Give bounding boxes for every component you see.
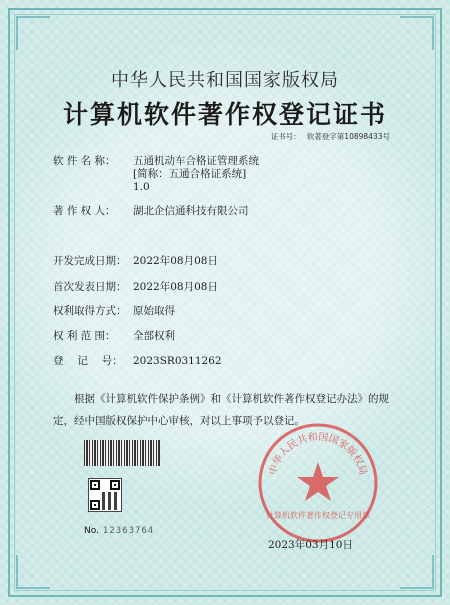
software-short-name: [简称：五通合格证系统] (133, 168, 247, 180)
barcode (84, 440, 160, 466)
certificate-number-label: 证书号： (270, 132, 301, 141)
seal-star-icon (297, 462, 339, 501)
field-label: 权 利 范 围： (53, 330, 116, 342)
certificate-number (265, 131, 390, 142)
rights-scope: 全部权利 (133, 330, 175, 342)
certificate-title: 计算机软件著作权登记证书 (62, 100, 387, 129)
serial-value: 12363764 (102, 526, 155, 536)
field-label: 著 作 权 人： (53, 205, 116, 217)
owner-name: 湖北企信通科技有限公司 (133, 205, 249, 217)
certificate-number-value: 软著登字第10898433号 (306, 132, 390, 141)
field-label: 权利取得方式： (53, 305, 127, 317)
field-label: 首次发表日期： (53, 281, 127, 293)
field-label: 登 记 号： (53, 355, 123, 367)
serial-label: No. (84, 526, 99, 536)
corner-ornament (16, 555, 50, 589)
serial-number (84, 526, 154, 536)
registration-number: 2023SR0311262 (133, 355, 222, 367)
official-seal (255, 420, 381, 546)
corner-ornament (16, 16, 50, 50)
software-version: 1.0 (133, 181, 150, 193)
corner-ornament (400, 16, 434, 50)
pub-date: 2022年08月08日 (133, 281, 218, 293)
software-name: 五通机动车合格证管理系统 (133, 155, 259, 167)
dev-date: 2022年08月08日 (133, 255, 218, 267)
issue-date: 2023年03月10日 (268, 539, 353, 551)
field-label: 开发完成日期： (53, 255, 127, 267)
qr-code (88, 478, 122, 512)
issuer-name: 中华人民共和国国家版权局 (111, 70, 339, 91)
registration-statement: 根据《计算机软件保护条例》和《计算机软件著作权登记办法》的规定，经中国版权保护中心审核，对以上事项予以登记。 (53, 393, 389, 427)
acquire-method: 原始取得 (133, 305, 175, 317)
field-label: 软 件 名 称： (53, 155, 116, 167)
seal-text-bottom: 计算机软件著作权登记专用章 (266, 511, 370, 520)
seal-text-top: 中华人民共和国国家版权局 (267, 431, 369, 477)
corner-ornament (400, 555, 434, 589)
